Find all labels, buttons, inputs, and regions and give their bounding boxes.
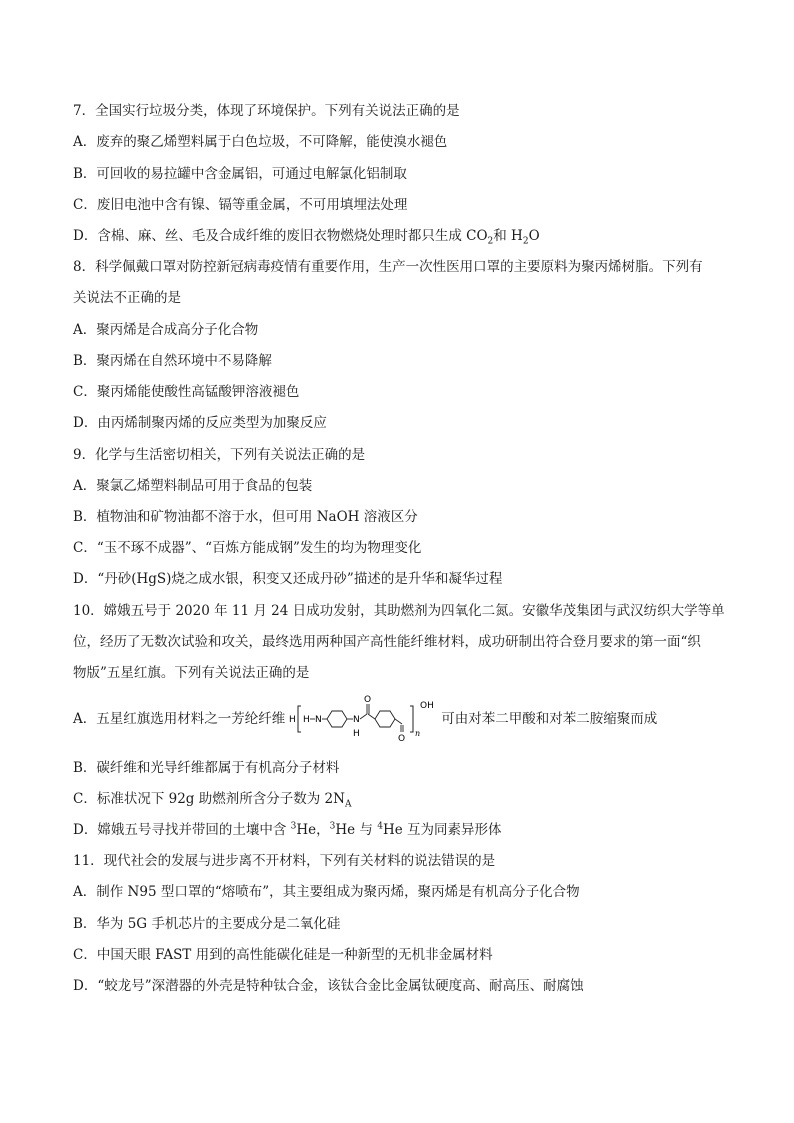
q9-option-c: C．“玉不琢不成器”、“百炼方能成钢”发生的均为物理变化 xyxy=(73,540,422,556)
q9-option-a: A．聚氯乙烯塑料制品可用于食品的包装 xyxy=(73,478,313,494)
q10-option-a xyxy=(73,692,657,742)
q10-option-c: C．标准状况下 92g 助燃剂所含分子数为 $2N_A$ xyxy=(73,791,352,810)
struct-oh: OH xyxy=(420,701,435,711)
q11-option-b: B．华为 5G 手机芯片的主要成分是二氧化硅 xyxy=(73,916,341,932)
q10-stem-line2: 位，经历了无数次试验和攻关，最终选用两种国产高性能纤维材料，成功研制出符合登月要求的第一面“织 xyxy=(73,634,701,650)
q9-option-b: B．植物油和矿物油都不溶于水，但可用 NaOH 溶液区分 xyxy=(73,509,418,525)
q11-stem: 11．现代社会的发展与进步离不开材料，下列有关材料的说法错误的是 xyxy=(73,853,496,869)
q10-option-a-suffix: 可由对苯二甲酸和对苯二胺缩聚而成 xyxy=(441,711,658,727)
q7-option-c: C．废旧电池中含有镍、镉等重金属，不可用填埋法处理 xyxy=(73,197,408,213)
q8-option-b: B．聚丙烯在自然环境中不易降解 xyxy=(73,353,272,369)
q10-option-b: B．碳纤维和光导纤维都属于有机高分子材料 xyxy=(73,760,340,776)
struct-h-bottom: H xyxy=(353,729,361,739)
q8-stem-line1: 8．科学佩戴口罩对防控新冠病毒疫情有重要作用，生产一次性医用口罩的主要原料为聚丙烯树脂。下列有 xyxy=(73,259,703,275)
q8-stem-line2: 关说法不正确的是 xyxy=(73,290,181,306)
q10-stem-line3: 物版”五星红旗。下列有关说法正确的是 xyxy=(73,665,310,681)
struct-h-left: H xyxy=(289,715,297,725)
q10-option-a-prefix: A．五星红旗选用材料之一芳纶纤维 xyxy=(73,711,286,727)
struct-n-left: N xyxy=(315,715,322,725)
struct-n-subscript: n xyxy=(415,729,421,738)
q10-stem-line1: 10．嫦娥五号于 2020 年 11 月 24 日成功发射，其助燃剂为四氧化二氮。安徽华茂集团与武汉纺织大学等单 xyxy=(73,603,725,619)
q7-option-d: D．含棉、麻、丝、毛及合成纤维的废旧衣物燃烧处理时都只生成 $CO_2$和 $H_2O$ xyxy=(73,228,540,247)
q7-option-a: A．废弃的聚乙烯塑料属于白色垃圾，不可降解，能使溴水褪色 xyxy=(73,134,448,150)
struct-h-nh: H xyxy=(303,715,311,725)
q11-option-d: D．“蛟龙号”深潜器的外壳是特种钛合金，该钛合金比金属钛硬度高、耐高压、耐腐蚀 xyxy=(73,978,584,994)
q8-option-c: C．聚丙烯能使酸性高锰酸钾溶液褪色 xyxy=(73,384,300,400)
benzene-ring-1 xyxy=(327,711,347,727)
benzene-ring-2 xyxy=(375,711,395,727)
q10-option-d: D．嫦娥五号寻找并带回的土壤中含 $^3$He，$^3$He 与 $^4$He 互为同素异形体 xyxy=(73,821,502,838)
struct-o-top: O xyxy=(364,695,372,705)
aramid-structure-diagram xyxy=(289,692,437,742)
q7-stem: 7．全国实行垃圾分类，体现了环境保护。下列有关说法正确的是 xyxy=(73,103,460,119)
q11-option-c: C．中国天眼 FAST 用到的高性能碳化硅是一种新型的无机非金属材料 xyxy=(73,947,493,963)
q9-stem: 9．化学与生活密切相关，下列有关说法正确的是 xyxy=(73,447,366,463)
q11-option-a: A．制作 N95 型口罩的“熔喷布”，其主要组成为聚丙烯，聚丙烯是有机高分子化合物 xyxy=(73,884,580,900)
struct-o-bottom: O xyxy=(398,734,406,742)
q8-option-d: D．由丙烯制聚丙烯的反应类型为加聚反应 xyxy=(73,415,327,431)
struct-n-right: N xyxy=(353,715,360,725)
q8-option-a: A．聚丙烯是合成高分子化合物 xyxy=(73,322,259,338)
q9-option-d: D．“丹砂(HgS)烧之成水银，积变又还成丹砂”描述的是升华和凝华过程 xyxy=(73,571,503,587)
q7-option-b: B．可回收的易拉罐中含金属铝，可通过电解氯化铝制取 xyxy=(73,166,407,182)
